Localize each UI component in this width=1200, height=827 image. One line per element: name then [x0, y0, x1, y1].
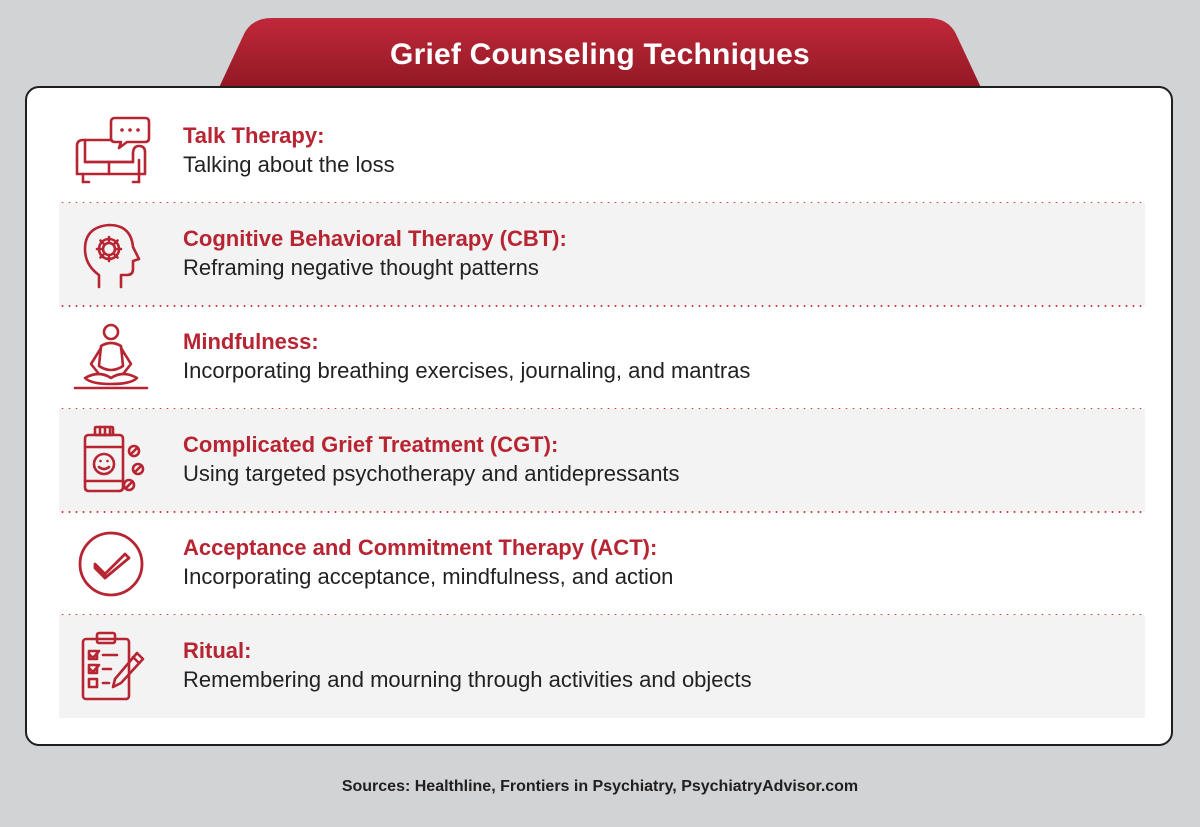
item-heading: Ritual: — [183, 638, 252, 663]
item-heading: Cognitive Behavioral Therapy (CBT): — [183, 226, 567, 251]
techniques-card — [25, 86, 1173, 746]
item-description: Remembering and mourning through activities and objects — [183, 667, 752, 692]
sources-note: Sources: Healthline, Frontiers in Psychiatry, PsychiatryAdvisor.com — [341, 778, 859, 795]
meditation-pose-icon — [71, 322, 151, 394]
couch-speech-bubble-icon — [71, 116, 151, 188]
list-item — [59, 100, 1145, 203]
pill-bottle-icon — [71, 425, 151, 497]
item-description: Incorporating acceptance, mindfulness, and action — [183, 564, 674, 589]
list-item — [59, 409, 1145, 512]
item-heading: Talk Therapy: — [183, 123, 325, 148]
title-banner — [216, 18, 984, 94]
item-heading: Mindfulness: — [183, 329, 319, 354]
list-item — [59, 203, 1145, 306]
item-heading: Acceptance and Commitment Therapy (ACT): — [183, 535, 658, 560]
list-item — [59, 512, 1145, 615]
checkmark-circle-icon — [71, 528, 151, 600]
head-gear-icon — [71, 219, 151, 291]
item-description: Talking about the loss — [183, 152, 395, 177]
techniques-list — [59, 100, 1145, 718]
clipboard-checklist-icon — [71, 631, 151, 703]
list-item — [59, 306, 1145, 409]
page-title: Grief Counseling Techniques — [390, 38, 810, 71]
item-description: Using targeted psychotherapy and antidepressants — [183, 461, 680, 486]
list-item — [59, 615, 1145, 718]
item-description: Incorporating breathing exercises, journaling, and mantras — [183, 358, 751, 383]
item-description: Reframing negative thought patterns — [183, 255, 539, 280]
item-heading: Complicated Grief Treatment (CGT): — [183, 432, 559, 457]
